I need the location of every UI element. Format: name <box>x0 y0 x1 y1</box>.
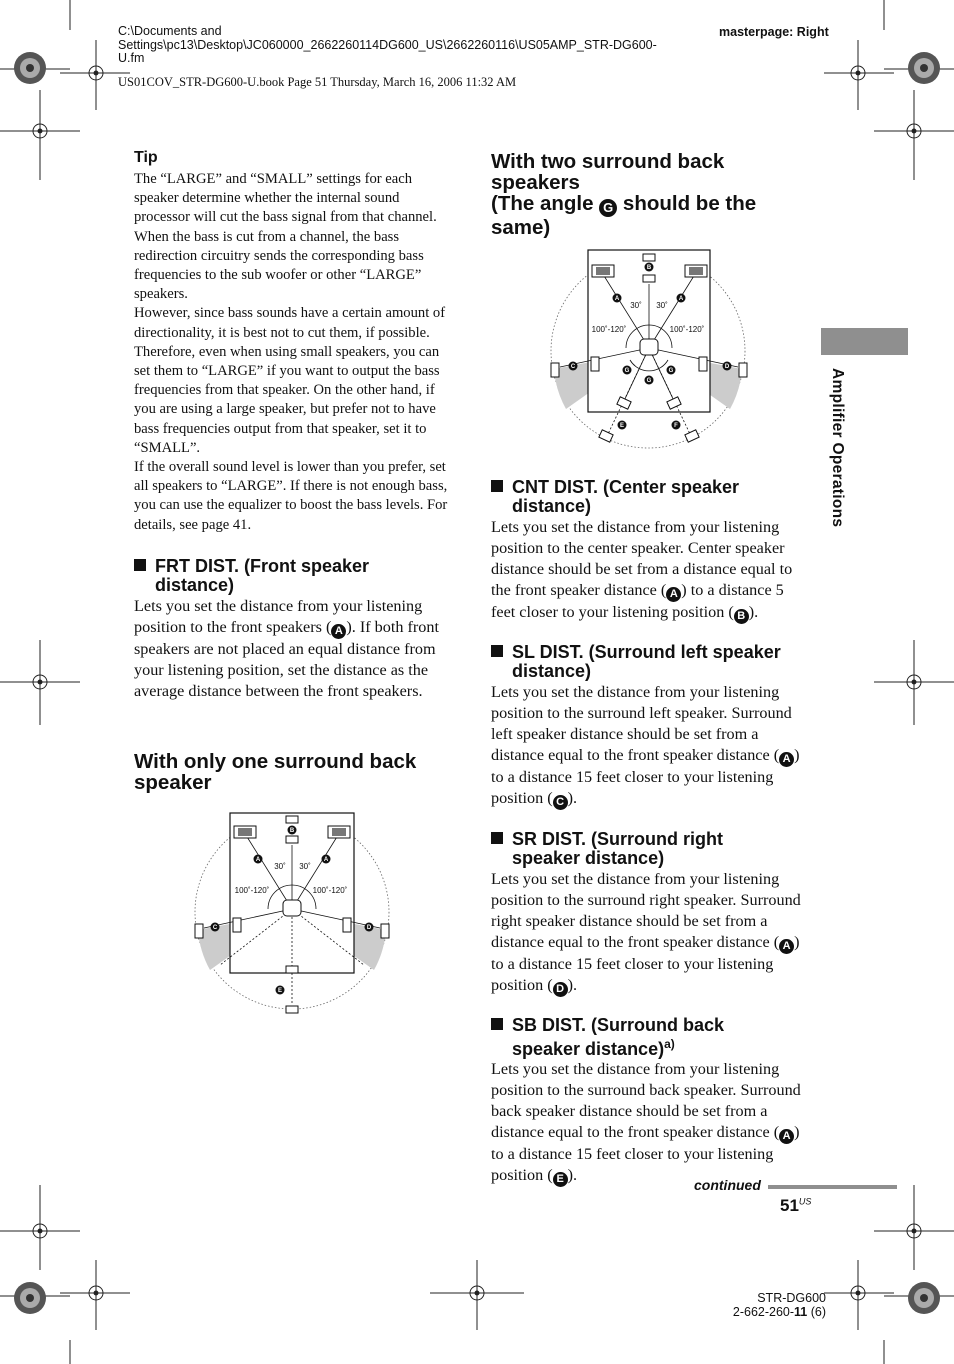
model-number: STR-DG600 <box>757 1291 826 1305</box>
file-path-header <box>118 25 708 66</box>
letter-b-icon: B <box>734 609 749 624</box>
svg-text:B: B <box>289 828 295 834</box>
sr-dist-section <box>491 830 811 997</box>
sb-dist-section <box>491 1016 811 1187</box>
tip-block <box>134 149 454 535</box>
svg-text:C: C <box>570 364 576 370</box>
continued-label: continued <box>694 1177 761 1193</box>
letter-d-icon: D <box>553 982 568 997</box>
cnt-dist-section <box>491 478 811 624</box>
tip-paragraph-1: The “LARGE” and “SMALL” settings for each speaker determine whether the internal sound processor will cut the bass signal from that channel. When the bass is cut from a channel, the bass redirection circuitry sends the corresponding bass frequencies to the sub woofer or other “LARGE” speakers. <box>134 171 437 303</box>
cnt-dist-body: Lets you set the distance from your listening position to the center speaker. Center speaker distance should be set from a distance equal to the front speaker distance ( A ) to a distance 5 feet closer to your listening position ( B ). <box>491 518 793 622</box>
letter-e-icon: E <box>553 1172 568 1187</box>
letter-c-icon: C <box>553 795 568 810</box>
sl-dist-body: Lets you set the distance from your listening position to the surround left speaker. Surround left speaker distance should be set from a distance equal to the front speaker distance ( A ) to a distance 15 feet closer to your listening position ( C ). <box>491 683 800 808</box>
frt-dist-heading: FRT DIST. (Front speaker distance) <box>134 557 454 595</box>
tip-paragraph-2: However, since bass sounds have a certain amount of directionality, it is best not to cut them, if possible. Therefore, even when using small speakers, you can set them to “LARGE” if you want to output the bass frequencies from that speaker. On the other hand, if you are using a large speaker, but prefer not to have bass frequencies output from that speaker, set it to “SMALL”. <box>134 305 446 456</box>
bullet-square-icon <box>491 832 503 844</box>
model-footer <box>700 1291 826 1319</box>
letter-a-icon: A <box>779 1129 794 1144</box>
letter-a-icon: A <box>666 587 681 602</box>
bullet-square-icon <box>491 645 503 657</box>
angle-label-range-right-2: 100˚-120˚ <box>669 325 705 334</box>
angle-label-range-right: 100˚-120˚ <box>312 886 348 895</box>
angle-label-30-left-2: 30˚ <box>630 301 642 310</box>
sidebar-section-label: Amplifier Operations <box>829 368 846 528</box>
angle-label-range-left: 100˚-120˚ <box>234 886 270 895</box>
svg-text:D: D <box>724 364 730 370</box>
sb-dist-body: Lets you set the distance from your listening position to the surround back speaker. Surround back speaker distance should be set from a distance equal to the front speaker distance ( A ) to a distance 15 feet closer to your listening position ( E ). <box>491 1060 801 1185</box>
svg-text:F: F <box>674 423 678 429</box>
letter-a-icon: A <box>331 624 346 639</box>
svg-text:C: C <box>212 925 218 931</box>
sr-dist-heading: SR DIST. (Surround right speaker distance) <box>491 830 811 868</box>
sl-dist-heading: SL DIST. (Surround left speaker distance) <box>491 643 811 681</box>
svg-text:A: A <box>255 857 261 863</box>
svg-text:D: D <box>366 925 372 931</box>
file-path-line-1: C:\Documents and <box>118 24 222 38</box>
sl-dist-section <box>491 643 811 810</box>
footnote-marker: a) <box>664 1037 675 1051</box>
one-surround-back-heading: With only one surround back speaker <box>134 750 417 794</box>
bullet-square-icon <box>134 559 146 571</box>
bullet-square-icon <box>491 1018 503 1030</box>
svg-text:G: G <box>668 368 674 374</box>
two-surround-back-heading: With two surround back speakers (The angle G should be the same) <box>491 150 757 239</box>
svg-text:G: G <box>646 378 652 384</box>
frt-dist-section <box>134 557 454 702</box>
letter-a-icon: A <box>779 752 794 767</box>
letter-a-icon: A <box>779 939 794 954</box>
angle-label-30-right: 30˚ <box>299 862 311 871</box>
angle-label-30-left: 30˚ <box>274 862 286 871</box>
continued-rule <box>768 1185 897 1189</box>
svg-text:E: E <box>277 988 283 994</box>
bullet-square-icon <box>491 480 503 492</box>
speaker-layout-diagram-two-sb <box>546 249 750 459</box>
file-path-line-3: U.fm <box>118 51 145 65</box>
speaker-layout-diagram-one-sb <box>190 810 390 1020</box>
sr-dist-body: Lets you set the distance from your listening position to the surround right speaker. Surround right speaker distance should be set from a distance equal to the front speaker distance ( A ) to a distance 15 feet closer to your listening position ( D ). <box>491 870 801 995</box>
svg-text:A: A <box>678 296 684 302</box>
masterpage-label: masterpage: Right <box>719 25 829 39</box>
page-number: $51^{US}$ <box>780 1196 812 1215</box>
svg-text:E: E <box>619 423 625 429</box>
angle-label-30-right-2: 30˚ <box>656 301 668 310</box>
letter-g-icon: G <box>599 199 617 217</box>
svg-text:B: B <box>646 265 652 271</box>
frt-dist-body: Lets you set the distance from your listening position to the front speakers ( A ). If both front speakers are not placed an equal distance from your listening position, set the distance as the average distance between the front speakers. <box>134 597 439 700</box>
angle-label-range-left-2: 100˚-120˚ <box>591 325 627 334</box>
cnt-dist-heading: CNT DIST. (Center speaker distance) <box>491 478 811 516</box>
svg-text:A: A <box>323 857 329 863</box>
sb-dist-heading: SB DIST. (Surround back speaker distance)$^{a)}$ <box>491 1016 811 1059</box>
svg-text:G: G <box>624 368 630 374</box>
svg-text:A: A <box>614 296 620 302</box>
part-number: 2-662-260-11 (6) <box>732 1305 826 1319</box>
section-tab <box>821 328 908 355</box>
file-path-line-2: Settings\pc13\Desktop\JC060000_2662260114DG600_US\2662260116\US05AMP_STR-DG600- <box>118 37 657 52</box>
tip-title: Tip <box>134 149 158 166</box>
tip-paragraph-3: If the overall sound level is lower than you prefer, set all speakers to “LARGE”. If there is not enough bass, you can use the equalizer to boost the bass levels. For details, see page 41. <box>134 459 448 533</box>
book-info-line: US01COV_STR-DG600-U.book Page 51 Thursday, March 16, 2006 11:32 AM <box>118 75 517 89</box>
